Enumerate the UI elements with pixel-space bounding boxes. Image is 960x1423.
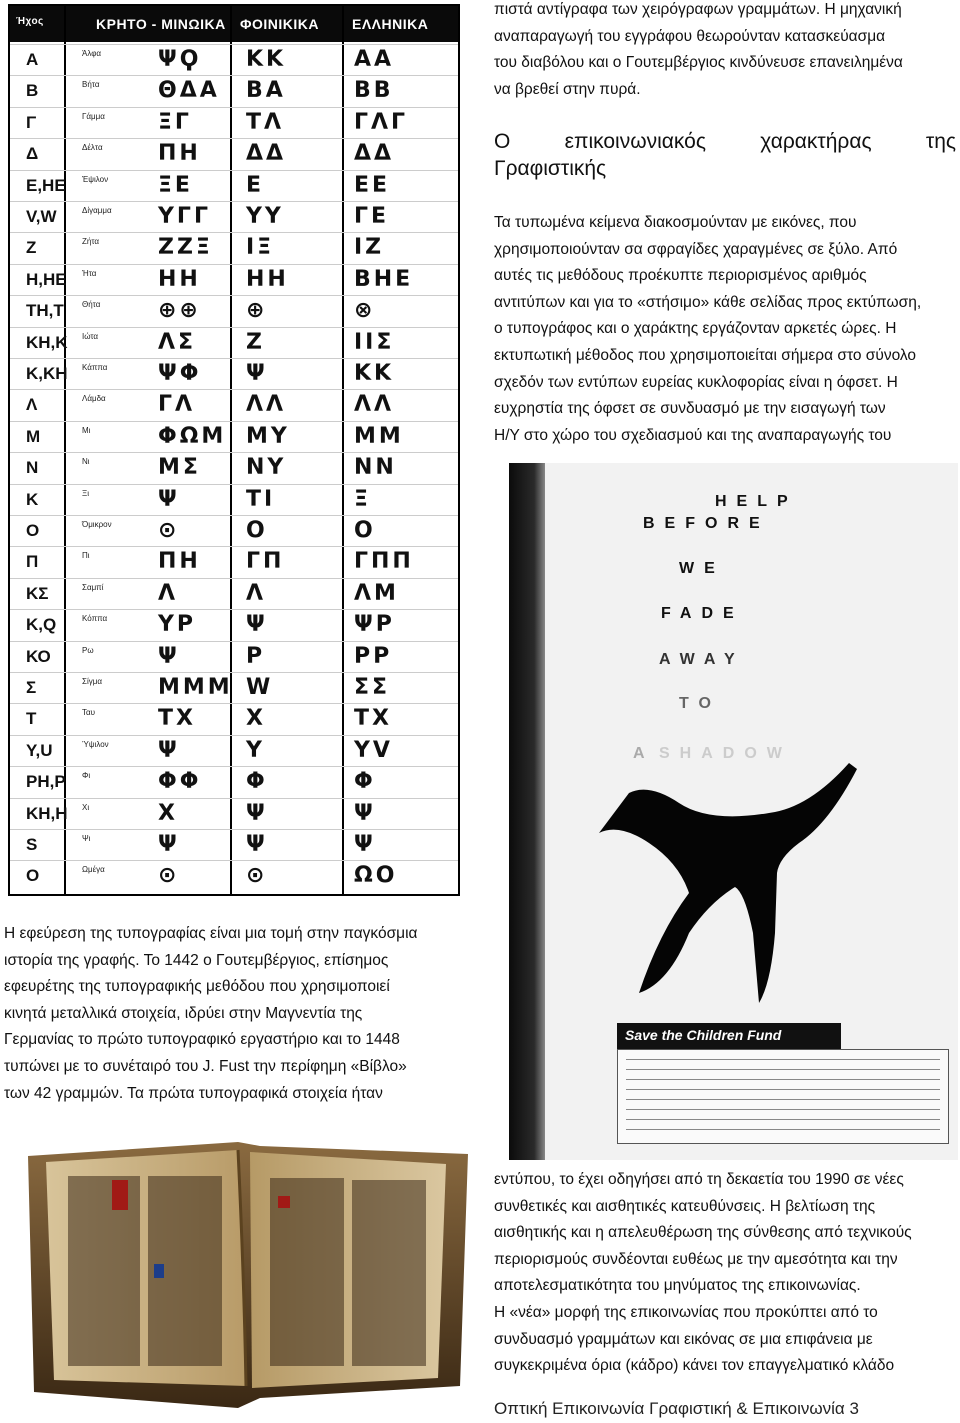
phoenician-glyphs: ΗΗ xyxy=(246,266,289,292)
name-cell: Ιώτα xyxy=(82,331,99,341)
header-sound: Ήχος xyxy=(16,16,44,27)
table-row xyxy=(10,358,458,389)
greek-glyphs: ΛΛ xyxy=(354,392,395,418)
greek-glyphs: Ψ xyxy=(354,832,376,857)
sound-cell: Β xyxy=(26,81,39,101)
poster-word: AWAY xyxy=(659,651,745,668)
text-line: σχεδόν των εντύπων ευρείας κυκλοφορίας είναι η όφσετ. Η xyxy=(494,373,898,391)
cretan-glyphs: ΥΡ xyxy=(158,612,197,638)
greek-glyphs: ΥV xyxy=(354,737,393,763)
right-top-paragraph xyxy=(494,0,958,103)
phoenician-glyphs: Ο xyxy=(246,518,268,543)
name-cell: Λάμδα xyxy=(82,394,106,404)
poster-word: BEFORE xyxy=(643,515,770,532)
name-cell: Γάμμα xyxy=(82,111,105,121)
name-cell: Νι xyxy=(82,457,90,467)
cretan-glyphs: ΗΗ xyxy=(158,266,201,292)
text-line: Γερμανίας το πρώτο τυπογραφικό εργαστήριο και το 1448 xyxy=(4,1031,400,1049)
table-row xyxy=(10,703,458,734)
sound-cell: ΚΗ,Η xyxy=(26,803,68,823)
cretan-glyphs: ΘΔΑ xyxy=(158,78,220,104)
phoenician-glyphs: Ψ xyxy=(246,832,268,857)
cretan-glyphs: Ψ xyxy=(158,737,180,763)
table-row xyxy=(10,389,458,420)
sound-cell: V,W xyxy=(26,207,57,226)
sound-cell: Κ,ΚΗ xyxy=(26,364,68,383)
greek-glyphs: ΣΣ xyxy=(354,675,391,700)
text-line: τυπώνει με το συνέταιρό του J. Fust την περίφημη «Βίβλο» xyxy=(4,1057,407,1075)
name-cell: Δέλτα xyxy=(82,143,103,153)
cretan-glyphs: ΠΗ xyxy=(158,141,201,167)
text-line: Η/Υ στο χώρο του σχεδιασμού και της αναπαραγωγής του xyxy=(494,426,892,444)
text-line: του διαβόλου και ο Γουτεμβέργιος κινδύνευσε επανειλημένα xyxy=(494,54,903,72)
poster-logo: Save the Children Fund xyxy=(617,1023,841,1049)
cretan-glyphs: ΞΓ xyxy=(158,109,192,135)
table-row xyxy=(10,138,458,169)
phoenician-glyphs: ⊕ xyxy=(246,298,268,324)
phoenician-glyphs: ΛΛ xyxy=(246,392,287,418)
right-bottom-paragraph xyxy=(494,1167,958,1380)
table-row xyxy=(10,232,458,263)
phoenician-glyphs: Ψ xyxy=(246,800,268,826)
phoenician-glyphs: Ε xyxy=(246,172,265,198)
text-line: χρησιμοποιούνταν σα σφραγίδες χαραγμένες σε ξύλο. Από xyxy=(494,240,898,258)
greek-glyphs: ΓΛΓ xyxy=(354,109,409,135)
table-row xyxy=(10,107,458,138)
poster-word: HELP xyxy=(715,493,798,510)
phoenician-glyphs: ΜΥ xyxy=(246,423,290,449)
cretan-glyphs: ΜΜΜ xyxy=(158,675,233,700)
sound-cell: ΚΗ,Κ xyxy=(26,332,68,352)
text-line: αναπαραγωγή του εγγράφου θεωρούνταν κατασκεύασμα xyxy=(494,27,886,45)
table-row xyxy=(10,170,458,201)
table-row xyxy=(10,201,458,232)
text-line: ευχρηστία της όφσετ σε συνδυασμό με την εισαγωγή των xyxy=(494,400,886,418)
poster-word: TO xyxy=(679,695,721,712)
text-line: Τα τυπωμένα κείμενα διακοσμούνταν με εικόνες, που xyxy=(494,214,857,231)
text-line: περιορισμούς συνδέονται ευθέως με την αμεσότητα και την xyxy=(494,1250,898,1268)
alphabet-comparison-table xyxy=(8,4,460,896)
sound-cell: Υ,U xyxy=(26,740,53,760)
cretan-glyphs: ΦΦ xyxy=(158,769,202,795)
phoenician-glyphs: W xyxy=(246,675,274,700)
page-footer: Οπτική Επικοινωνία Γραφιστική & Επικοινωνία 3 xyxy=(494,1399,859,1418)
phoenician-glyphs: Ψ xyxy=(246,361,268,386)
name-cell: Ήτα xyxy=(82,268,97,278)
table-row xyxy=(10,735,458,766)
name-cell: Ρω xyxy=(82,645,94,655)
text-line: αποτελεσματικότητα του μηνύματος της επικοινωνίας. xyxy=(494,1277,861,1295)
sound-cell: Σ xyxy=(26,678,37,697)
name-cell: Σαμπί xyxy=(82,582,104,592)
sound-cell: Λ xyxy=(26,395,38,415)
heading-line: Γραφιστικής xyxy=(494,157,607,180)
sound-cell: Κ xyxy=(26,489,39,509)
table-row xyxy=(10,798,458,829)
sound-cell: Π xyxy=(26,552,39,572)
text-line: συγκεκριμένα όρια (κάδρο) κάνει τον επαγγελματικό κλάδο xyxy=(494,1357,895,1375)
table-row xyxy=(10,766,458,797)
phoenician-glyphs: ΙΞ xyxy=(246,235,275,261)
greek-glyphs: ΜΜ xyxy=(354,423,404,449)
table-row xyxy=(10,75,458,106)
cretan-glyphs: ⊙ xyxy=(158,863,180,889)
sound-cell: Τ xyxy=(26,709,37,729)
phoenician-glyphs: ΒΑ xyxy=(246,78,286,104)
text-line: να βρεθεί στην πυρά. xyxy=(494,80,641,98)
cretan-glyphs: ⊕⊕ xyxy=(158,298,201,324)
table-row xyxy=(10,546,458,577)
greek-glyphs: ΨΡ xyxy=(354,612,395,638)
cretan-glyphs: Ψ xyxy=(158,643,180,669)
name-cell: Έψιλον xyxy=(82,174,109,184)
cretan-glyphs: Ψ xyxy=(158,486,180,512)
greek-glyphs: Ο xyxy=(354,518,376,543)
phoenician-glyphs: ⊙ xyxy=(246,863,268,889)
phoenician-glyphs: Υ xyxy=(246,737,265,763)
table-row xyxy=(10,421,458,452)
greek-glyphs: ΒΗΕ xyxy=(354,266,414,292)
table-row xyxy=(10,578,458,609)
greek-glyphs: ΛΜ xyxy=(354,580,399,606)
greek-glyphs: ΔΔ xyxy=(354,141,395,167)
sound-cell: Η,ΗΕ xyxy=(26,269,67,289)
phoenician-glyphs: ΥΥ xyxy=(246,204,284,229)
phoenician-glyphs: ΚΚ xyxy=(246,47,287,72)
greek-glyphs: Ψ xyxy=(354,800,376,826)
name-cell: Ψι xyxy=(82,834,91,843)
name-cell: Ξι xyxy=(82,488,89,498)
text-line: κινητά μεταλλικά στοιχεία, ιδρύει στην Μαγνεντία της xyxy=(4,1004,363,1022)
cretan-glyphs: ΥΓΓ xyxy=(158,204,211,229)
phoenician-glyphs: ΔΔ xyxy=(246,141,287,167)
phoenician-glyphs: ΓΠ xyxy=(246,549,285,575)
phoenician-glyphs: Φ xyxy=(246,769,268,795)
table-row xyxy=(10,609,458,640)
name-cell: Κόππα xyxy=(82,614,108,624)
text-line: αισθητικής και η απελευθέρωση της σύνθεσης από τεχνικούς xyxy=(494,1224,912,1242)
cretan-glyphs: Ψ xyxy=(158,832,180,857)
table-row xyxy=(10,295,458,326)
text-line: εκτυπωτική μέθοδος που χρησιμοποιείται σήμερα στο σύνολο xyxy=(494,346,917,364)
name-cell: Ύψιλον xyxy=(82,739,109,749)
table-row xyxy=(10,672,458,703)
text-line: αντιτύπων και για το «στήσιμο» κάθε σελίδας προς εκτύπωση, xyxy=(494,293,922,311)
text-line: Η «νέα» μορφή της επικοινωνίας που προκύπτει από το xyxy=(494,1303,878,1321)
table-row xyxy=(10,829,458,860)
greek-glyphs: Φ xyxy=(354,769,376,795)
name-cell: Μι xyxy=(82,425,91,435)
cretan-glyphs: ΨϘ xyxy=(158,47,202,72)
cretan-glyphs: Χ xyxy=(158,800,178,826)
name-cell: Πι xyxy=(82,551,90,561)
text-line: πιστά αντίγραφα των χειρόγραφων γραμμάτων. Η μηχανική xyxy=(494,1,902,18)
sound-cell: Ο xyxy=(26,866,40,886)
table-row xyxy=(10,484,458,515)
phoenician-glyphs: ΤΛ xyxy=(246,109,285,135)
sound-cell: Γ xyxy=(26,112,37,132)
greek-glyphs: ΚΚ xyxy=(354,361,395,386)
name-cell: Δίγαμμα xyxy=(82,206,112,215)
table-header xyxy=(10,6,458,42)
name-cell: Κάππα xyxy=(82,363,108,372)
sound-cell: Μ xyxy=(26,426,41,446)
text-line: Η εφεύρεση της τυπογραφίας είναι μια τομή στην παγκόσμια xyxy=(4,925,418,942)
cretan-glyphs: ⊙ xyxy=(158,518,180,543)
table-row xyxy=(10,452,458,483)
left-main-paragraph xyxy=(4,921,471,1107)
greek-glyphs: ΤΧ xyxy=(354,706,392,732)
table-row xyxy=(10,327,458,358)
name-cell: Όμικρον xyxy=(82,520,112,529)
name-cell: Ταυ xyxy=(82,708,96,718)
phoenician-glyphs: Ζ xyxy=(246,329,265,355)
poster-word: FADE xyxy=(661,605,744,622)
table-row xyxy=(10,860,458,891)
text-line: ο τυπογράφος και ο χαράκτης εργάζονταν αρκετές ώρες. Η xyxy=(494,320,897,338)
cretan-glyphs: ΜΣ xyxy=(158,455,201,481)
header-greek: ΕΛΛΗΝΙΚΑ xyxy=(352,16,429,32)
greek-glyphs: Ξ xyxy=(354,486,371,512)
sound-cell: Ζ xyxy=(26,238,37,258)
phoenician-glyphs: Ρ xyxy=(246,643,266,669)
poster-word: A xyxy=(633,745,655,762)
cretan-glyphs: ΠΗ xyxy=(158,549,201,575)
phoenician-glyphs: Λ xyxy=(246,580,267,606)
section-heading xyxy=(494,128,956,182)
cretan-glyphs: ΓΛ xyxy=(158,392,196,418)
name-cell: Θήτα xyxy=(82,300,101,310)
name-cell: Βήτα xyxy=(82,80,100,90)
greek-glyphs: ΡΡ xyxy=(354,643,393,669)
text-line: εντύπου, το έχει οδηγήσει από τη δεκαετία του 1990 σε νέες xyxy=(494,1171,904,1188)
cretan-glyphs: ΛΣ xyxy=(158,329,197,355)
cretan-glyphs: ΞΕ xyxy=(158,172,193,198)
sound-cell: ΤΗ,Τ xyxy=(26,301,64,321)
cretan-glyphs: ΖΖΞ xyxy=(158,235,213,261)
text-line: αυτές τις μεθόδους προέκυπτε περιορισμένος αριθμός xyxy=(494,267,867,285)
text-line: συνθετικές και αισθητικές κατευθύνσεις. Η βελτίωση της xyxy=(494,1197,876,1215)
sound-cell: Α xyxy=(26,50,39,69)
phoenician-glyphs: ΝΥ xyxy=(246,455,287,481)
phoenician-glyphs: Χ xyxy=(246,706,266,732)
name-cell: Ζήτα xyxy=(82,237,100,247)
sound-cell: Ο xyxy=(26,521,40,540)
greek-glyphs: ΝΝ xyxy=(354,455,397,481)
table-row xyxy=(10,264,458,295)
greek-glyphs: ΒΒ xyxy=(354,78,394,104)
greek-glyphs: ΑΑ xyxy=(354,47,395,72)
cretan-glyphs: ΨΦ xyxy=(158,361,202,386)
text-line: εφευρέτης της τυπογραφικής μεθόδου που χρησιμοποιεί xyxy=(4,978,390,996)
table-row xyxy=(10,44,458,75)
header-phoenician: ΦΟΙΝΙΚΙΚΑ xyxy=(240,16,319,32)
greek-glyphs: ΙΙΣ xyxy=(354,329,395,355)
greek-glyphs: ⊗ xyxy=(354,298,376,324)
sound-cell: Ε,ΗΕ xyxy=(26,175,66,195)
poster-word: WE xyxy=(679,560,725,577)
sound-cell: ΚΟ xyxy=(26,646,51,666)
phoenician-glyphs: Ψ xyxy=(246,612,268,638)
save-the-children-poster xyxy=(509,463,958,1160)
gutenberg-bible-photo xyxy=(24,1136,472,1418)
sound-cell: Ν xyxy=(26,458,39,478)
greek-glyphs: ΓΕ xyxy=(354,204,390,229)
name-cell: Ωμέγα xyxy=(82,865,105,875)
cretan-glyphs: ΦΩΜ xyxy=(158,423,227,449)
poster-coupon xyxy=(617,1049,949,1144)
table-row xyxy=(10,515,458,546)
cretan-glyphs: Λ xyxy=(158,580,179,606)
text-line: ιστορία της γραφής. Το 1442 ο Γουτεμβέργιος, επίσημος xyxy=(4,951,389,969)
poster-word: SHADOW xyxy=(659,745,792,762)
greek-glyphs: ΙΖ xyxy=(354,235,385,261)
sound-cell: Κ,Q xyxy=(26,615,57,635)
phoenician-glyphs: ΤΙ xyxy=(246,486,276,512)
right-main-paragraph xyxy=(494,210,958,449)
sound-cell: ΚΣ xyxy=(26,583,49,603)
greek-glyphs: ΩΟ xyxy=(354,863,398,889)
header-cretan: ΚΡΗΤΟ - ΜΙΝΩΙΚΑ xyxy=(96,16,226,32)
table-row xyxy=(10,641,458,672)
text-line: των 42 γραμμών. Τα πρώτα τυπογραφικά στοιχεία ήταν xyxy=(4,1084,383,1102)
cretan-glyphs: ΤΧ xyxy=(158,706,196,732)
greek-glyphs: ΓΠΠ xyxy=(354,549,414,575)
sound-cell: ΡΗ,Ρ xyxy=(26,772,66,792)
name-cell: Χι xyxy=(82,802,90,812)
name-cell: Άλφα xyxy=(82,49,102,58)
name-cell: Σίγμα xyxy=(82,677,102,686)
heading-line: Ο επικοινωνιακός χαρακτήρας της xyxy=(494,130,956,153)
name-cell: Φι xyxy=(82,771,91,781)
greek-glyphs: ΕΕ xyxy=(354,172,391,198)
sound-cell: Δ xyxy=(26,144,39,164)
text-line: συνδυασμό γραμμάτων και εικόνας σε μια επιφάνεια με xyxy=(494,1330,873,1348)
sound-cell: S xyxy=(26,835,38,854)
